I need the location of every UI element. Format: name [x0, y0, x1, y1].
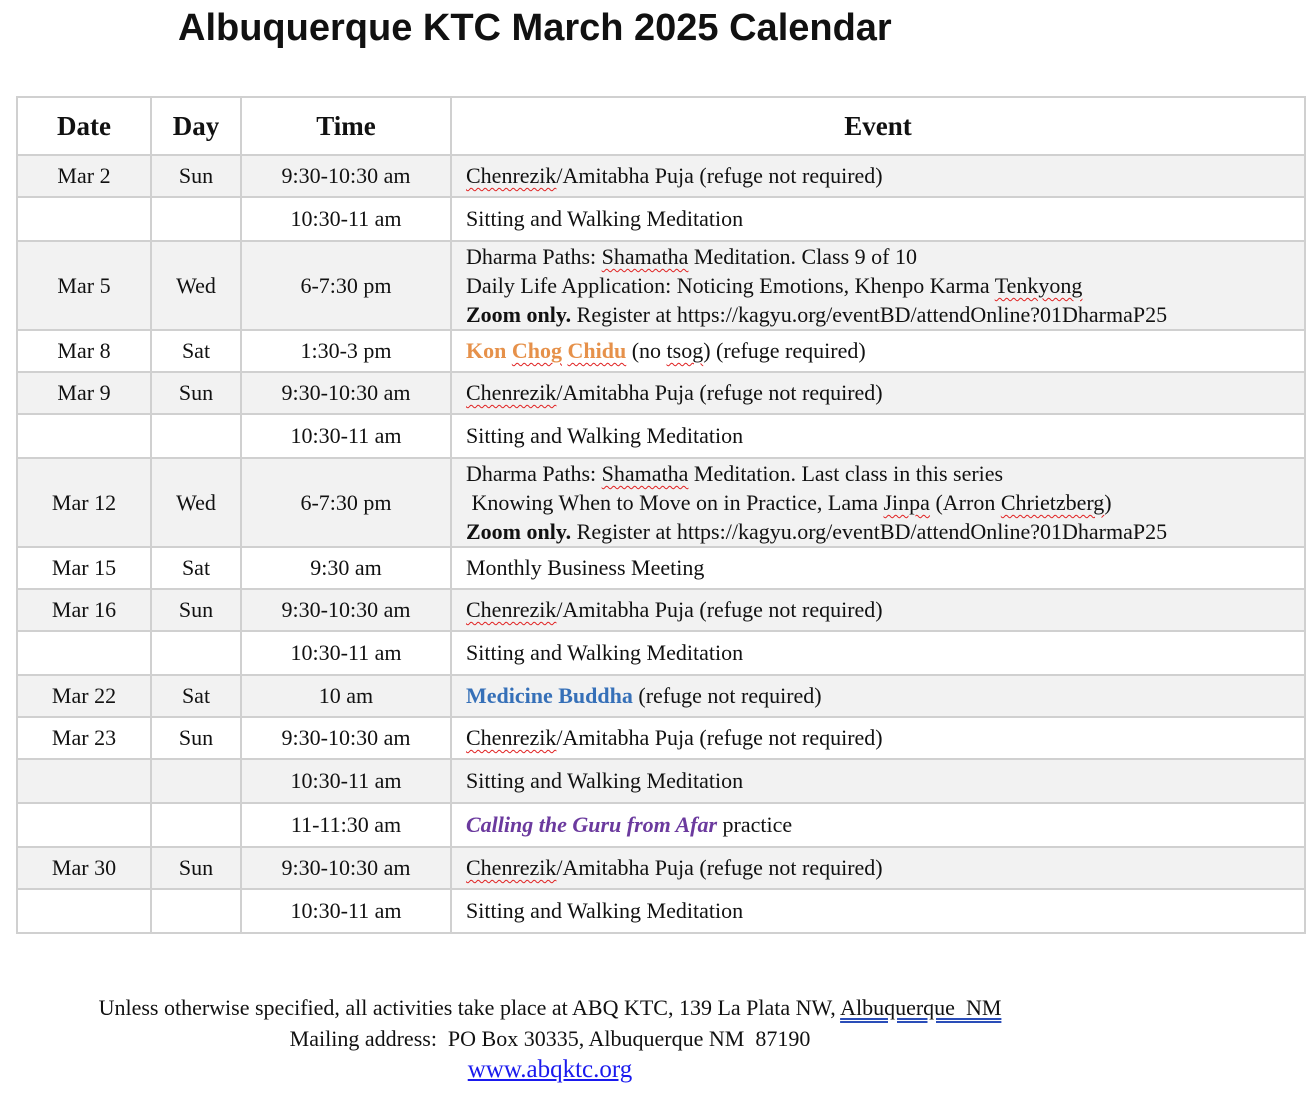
event-cell [451, 847, 1305, 889]
table-row [17, 197, 1305, 241]
time-cell: 10 am [241, 675, 451, 717]
event-text: Dharma Paths: [466, 244, 602, 269]
event-cell [451, 372, 1305, 414]
date-cell: Mar 2 [17, 155, 151, 197]
day-cell: Sun [151, 589, 241, 631]
date-cell: Mar 22 [17, 675, 151, 717]
table-row [17, 155, 1305, 197]
day-cell [151, 759, 241, 803]
date-cell: Mar 15 [17, 547, 151, 589]
day-cell: Sun [151, 717, 241, 759]
event-cell: Sitting and Walking Meditation [451, 631, 1305, 675]
footer-website-line [0, 1054, 1100, 1085]
event-cell [451, 717, 1305, 759]
spellcheck-word: Chenrezik [466, 597, 557, 622]
spellcheck-word: Chenrezik [466, 163, 557, 188]
event-text: (no [626, 338, 667, 363]
time-cell: 11-11:30 am [241, 803, 451, 847]
time-cell: 10:30-11 am [241, 889, 451, 933]
event-text: Daily Life Application: Noticing Emotions, Khenpo Karma [466, 273, 995, 298]
footer-location-text: Unless otherwise specified, all activities take place at ABQ KTC, 139 La Plata NW, [98, 995, 841, 1020]
event-text: Dharma Paths: [466, 461, 602, 486]
event-text: /Amitabha Puja (refuge not required) [556, 597, 883, 622]
event-text: practice [717, 812, 793, 837]
event-text: /Amitabha Puja (refuge not required) [556, 725, 883, 750]
event-text: /Amitabha Puja (refuge not required) [556, 163, 883, 188]
date-cell: Mar 5 [17, 241, 151, 330]
table-row [17, 589, 1305, 631]
header-time: Time [241, 97, 451, 155]
event-cell [451, 241, 1305, 330]
time-cell: 10:30-11 am [241, 197, 451, 241]
date-cell [17, 803, 151, 847]
day-cell [151, 803, 241, 847]
table-row [17, 372, 1305, 414]
table-row [17, 241, 1305, 330]
header-date: Date [17, 97, 151, 155]
spellcheck-word: Chenrezik [466, 855, 557, 880]
event-cell [451, 330, 1305, 372]
time-cell: 10:30-11 am [241, 631, 451, 675]
day-cell: Sat [151, 675, 241, 717]
date-cell: Mar 23 [17, 717, 151, 759]
table-row [17, 889, 1305, 933]
table-row [17, 675, 1305, 717]
spellcheck-word: Tenkyong [994, 273, 1083, 298]
zoom-only-label: Zoom only. [466, 302, 572, 327]
table-header-row [17, 97, 1305, 155]
table-row [17, 330, 1305, 372]
event-line [466, 271, 1304, 300]
time-cell: 10:30-11 am [241, 414, 451, 458]
date-cell [17, 631, 151, 675]
page-title: Albuquerque KTC March 2025 Calendar [178, 7, 892, 49]
day-cell: Wed [151, 241, 241, 330]
spellcheck-word: Chrietzberg [1000, 490, 1105, 515]
day-cell: Sat [151, 547, 241, 589]
event-cell: Sitting and Walking Meditation [451, 759, 1305, 803]
time-cell: 9:30-10:30 am [241, 847, 451, 889]
event-cell: Monthly Business Meeting [451, 547, 1305, 589]
day-cell [151, 889, 241, 933]
event-text: (Arron [929, 490, 1001, 515]
table-row [17, 847, 1305, 889]
event-text: Meditation. Last class in this series [688, 461, 1004, 486]
day-cell: Wed [151, 458, 241, 547]
event-cell: Sitting and Walking Meditation [451, 414, 1305, 458]
event-line [466, 459, 1304, 488]
footer [0, 992, 1100, 1085]
table-row [17, 547, 1305, 589]
event-cell [451, 675, 1305, 717]
event-text: Meditation. Class 9 of 10 [688, 244, 917, 269]
table-row [17, 717, 1305, 759]
event-cell [451, 589, 1305, 631]
event-text: /Amitabha Puja (refuge not required) [556, 855, 883, 880]
table-row [17, 803, 1305, 847]
spellcheck-word: Chog [511, 338, 562, 363]
spellcheck-word: Chenrezik [466, 725, 557, 750]
event-text: Knowing When to Move on in Practice, Lama [466, 490, 884, 515]
event-cell: Sitting and Walking Meditation [451, 889, 1305, 933]
spellcheck-word: Shamatha [601, 461, 689, 486]
event-line [466, 517, 1304, 546]
spellcheck-word: Chidu [567, 338, 627, 363]
time-cell: 6-7:30 pm [241, 458, 451, 547]
calendar-table [16, 96, 1306, 934]
event-text: ) [1104, 490, 1112, 515]
kon-chog-chidu-title [466, 338, 626, 363]
day-cell: Sat [151, 330, 241, 372]
date-cell: Mar 12 [17, 458, 151, 547]
date-cell: Mar 9 [17, 372, 151, 414]
event-text: ) (refuge required) [703, 338, 866, 363]
day-cell [151, 631, 241, 675]
event-text: Kon [466, 338, 512, 363]
time-cell: 9:30 am [241, 547, 451, 589]
day-cell [151, 197, 241, 241]
table-row [17, 759, 1305, 803]
register-text: Register at https://kagyu.org/eventBD/attendOnline?01DharmaP25 [571, 519, 1168, 544]
date-cell: Mar 8 [17, 330, 151, 372]
time-cell: 10:30-11 am [241, 759, 451, 803]
date-cell [17, 414, 151, 458]
website-link[interactable]: www.abqktc.org [467, 1056, 633, 1083]
event-cell [451, 458, 1305, 547]
day-cell [151, 414, 241, 458]
event-line [466, 300, 1304, 329]
table-row [17, 414, 1305, 458]
spellcheck-word: tsog [666, 338, 704, 363]
date-cell [17, 759, 151, 803]
event-line [466, 242, 1304, 271]
calling-the-guru-title: Calling the Guru from Afar [466, 812, 718, 837]
footer-city: Albuquerque NM [840, 995, 1002, 1020]
spellcheck-word: Jinpa [883, 490, 930, 515]
event-line [466, 488, 1304, 517]
footer-mailing-address: Mailing address: PO Box 30335, Albuquerque NM 87190 [289, 1026, 811, 1051]
event-cell: Sitting and Walking Meditation [451, 197, 1305, 241]
date-cell: Mar 30 [17, 847, 151, 889]
day-cell: Sun [151, 847, 241, 889]
time-cell: 9:30-10:30 am [241, 155, 451, 197]
footer-location-line [0, 992, 1100, 1023]
date-cell [17, 197, 151, 241]
date-cell [17, 889, 151, 933]
event-cell [451, 155, 1305, 197]
time-cell: 9:30-10:30 am [241, 372, 451, 414]
event-cell [451, 803, 1305, 847]
header-event: Event [451, 97, 1305, 155]
time-cell: 9:30-10:30 am [241, 589, 451, 631]
time-cell: 9:30-10:30 am [241, 717, 451, 759]
event-text: (refuge not required) [632, 683, 822, 708]
time-cell: 6-7:30 pm [241, 241, 451, 330]
header-day: Day [151, 97, 241, 155]
spellcheck-word: Chenrezik [466, 380, 557, 405]
day-cell: Sun [151, 155, 241, 197]
day-cell: Sun [151, 372, 241, 414]
event-text: /Amitabha Puja (refuge not required) [556, 380, 883, 405]
zoom-only-label: Zoom only. [466, 519, 572, 544]
register-text: Register at https://kagyu.org/eventBD/attendOnline?01DharmaP25 [571, 302, 1168, 327]
table-row [17, 631, 1305, 675]
table-row [17, 458, 1305, 547]
medicine-buddha-title: Medicine Buddha [466, 683, 633, 708]
spellcheck-word: Shamatha [601, 244, 689, 269]
time-cell: 1:30-3 pm [241, 330, 451, 372]
date-cell: Mar 16 [17, 589, 151, 631]
